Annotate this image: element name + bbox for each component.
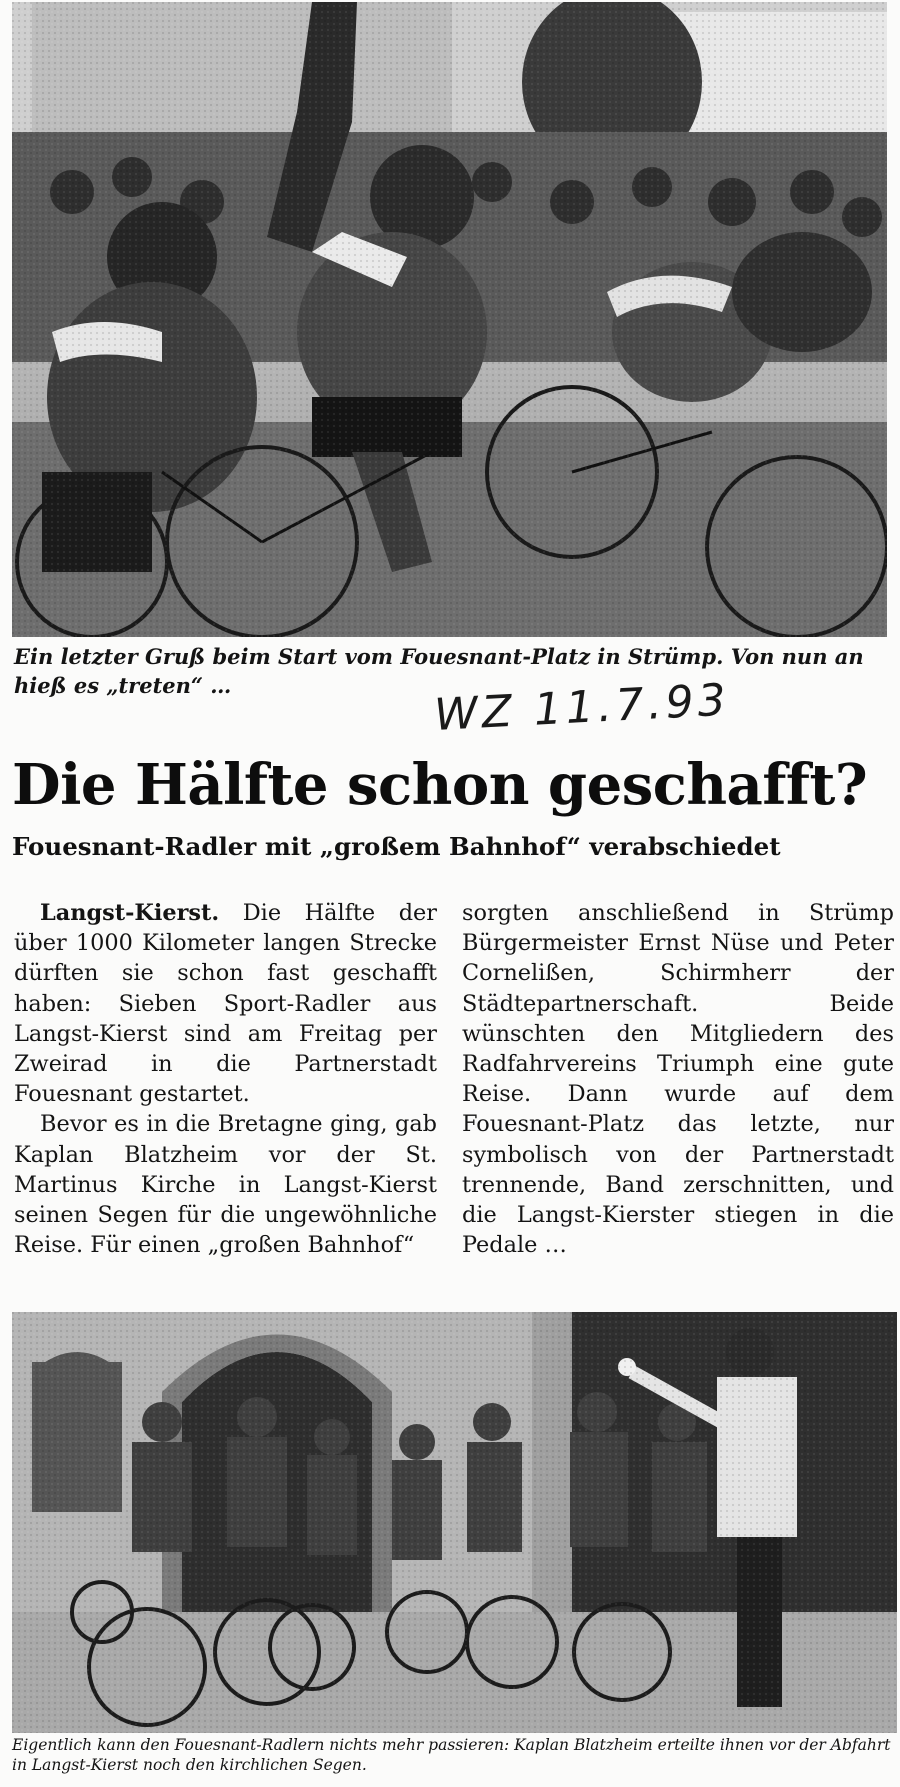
handwritten-date-note: WZ 11.7.93 <box>433 674 731 741</box>
photo-cyclists-blessing-image <box>12 1312 897 1733</box>
article-headline: Die Hälfte schon geschafft? <box>12 752 868 818</box>
article-paragraph: sorgten anschließend in Strümp Bürgermeister Ernst Nüse und Peter Cornelißen, Schirmherr der Städtepartnerschaft. Beide wünschten den Mitgliedern des Radfahrvereins Triumph eine gute Reise. Dann wurde auf dem Fouesnant-Platz das letzte, nur symbolisch von der Partnerstadt trennende, Band zerschnitten, und die Langst-Kierster stiegen in die Pedale … <box>462 900 894 1259</box>
article-column-right <box>462 898 894 1260</box>
photo-caption-top: Ein letzter Gruß beim Start vom Fouesnant-Platz in Strümp. Von nun an hieß es „treten“ … <box>14 644 864 698</box>
article-column-left <box>14 898 437 1260</box>
article-dateline: Langst-Kierst. <box>40 900 220 926</box>
photo-cyclists-start-image <box>12 2 887 637</box>
photo-cyclists-blessing <box>12 1312 897 1733</box>
photo-caption-bottom: Eigentlich kann den Fouesnant-Radlern nichts mehr passieren: Kaplan Blatzheim erteilte ihnen vor der Abfahrt in Langst-Kierst noch den kirchlichen Segen. <box>12 1736 891 1774</box>
article-paragraph <box>14 898 437 1109</box>
article-paragraph-text: Die Hälfte der über 1000 Kilometer langen Strecke dürften sie schon fast geschafft haben: Sieben Sport-Radler aus Langst-Kierst sind am Freitag per Zweirad in die Partnerstadt Fouesnant gestartet. <box>14 900 437 1108</box>
article-subheadline: Fouesnant-Radler mit „großem Bahnhof“ verabschiedet <box>12 832 781 861</box>
article-paragraph: Bevor es in die Bretagne ging, gab Kaplan Blatzheim vor der St. Martinus Kirche in Langst-Kierst seinen Segen für die ungewöhnliche Reise. Für einen „großen Bahnhof“ <box>14 1111 437 1259</box>
photo-cyclists-start <box>12 2 887 637</box>
